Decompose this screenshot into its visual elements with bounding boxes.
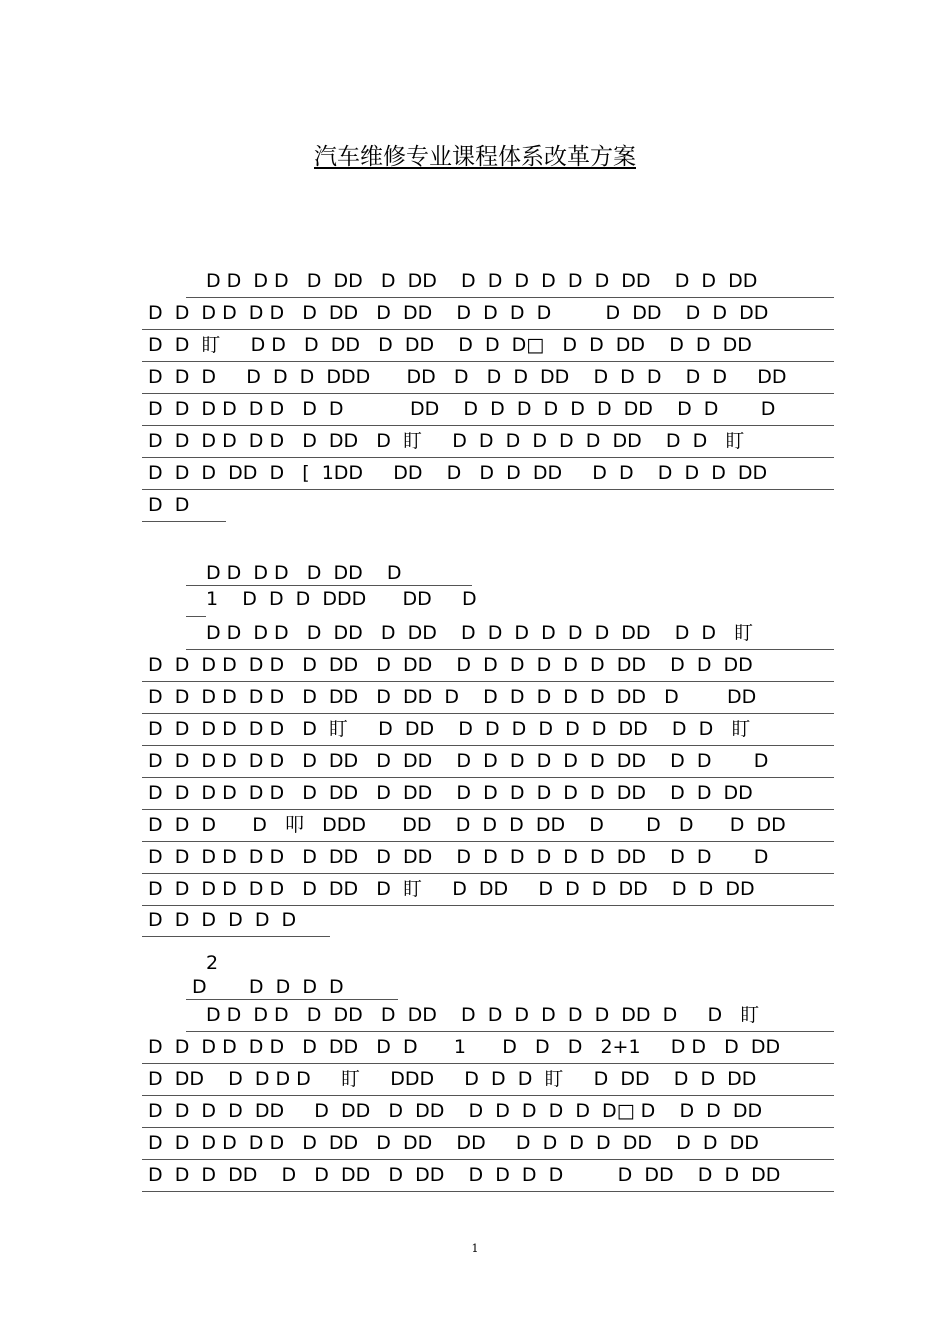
section2-line-5: D D D D D D D DD D DD D D D D D D DD D D D (142, 746, 834, 778)
section2-line-6: D D D D D D D DD D DD D D D D D D DD D D DD (142, 778, 834, 810)
section2-line-1: D D D D D DD D DD D D D D D D DD D D 盯 (186, 618, 834, 650)
section2-line-3: D D D D D D D DD D DD D D D D D D DD D DD (142, 682, 834, 714)
section3-line-5: D D D D D D D DD D DD DD D D D D DD D D DD (142, 1128, 834, 1160)
section2-line-8: D D D D D D D DD D DD D D D D D D DD D D D (142, 842, 834, 874)
section3-line-4: D D D D DD D DD D DD D D D D D D□ D D D DD (142, 1096, 834, 1128)
section1-line-1: D D D D D DD D DD D D D D D D DD D D DD (186, 266, 834, 298)
section3-line-3: D DD D D D D 盯 DDD D D D 盯 D DD D D DD (142, 1064, 834, 1096)
section2-line-7: D D D D 叩 DDD DD D D D DD D D D D DD (142, 810, 834, 842)
section3-line-6: D D D DD D D DD D DD D D D D D DD D D DD (142, 1160, 834, 1192)
section2-heading-rule-2 (186, 616, 206, 617)
section3-heading-line1: 2 (206, 952, 219, 974)
section2-heading-rule (186, 585, 472, 586)
document-title: 汽车维修专业课程体系改革方案 (314, 144, 636, 170)
section1-line-7: D D D DD D [ 1DD DD D D D DD D D D D D DD (142, 458, 834, 490)
section2-heading-line1: D D D D D DD D (206, 562, 402, 584)
section1-line-6: D D D D D D D DD D 盯 D D D D D D DD D D 盯 (142, 426, 834, 458)
section3-line-2: D D D D D D D DD D D 1 D D D 2+1 D D D DD (142, 1032, 834, 1064)
section2-heading-line2: 1 D D D DDD DD D (206, 588, 477, 610)
page-number: 1 (471, 1242, 479, 1255)
section3-line-1: D D D D D DD D DD D D D D D D DD D D 盯 (186, 1000, 834, 1032)
section2-line-2: D D D D D D D DD D DD D D D D D D DD D D DD (142, 650, 834, 682)
section1-line-2: D D D D D D D DD D DD D D D D D DD D D DD (142, 298, 834, 330)
section1-line-5: D D D D D D D D DD D D D D D D DD D D D (142, 394, 834, 426)
section2-line-9: D D D D D D D DD D 盯 D DD D D D DD D D DD (142, 874, 834, 906)
section1-line-4: D D D D D D DDD DD D D D DD D D D D D DD (142, 362, 834, 394)
section2-line-4: D D D D D D D 盯 D DD D D D D D D DD D D 盯 (142, 714, 834, 746)
section3-heading-line2: D D D D D (192, 976, 344, 998)
section2-tail: D D D D D D (142, 905, 330, 937)
section1-tail: D D (142, 490, 226, 522)
section1-line-3: D D 盯 D D D DD D DD D D D□ D D DD D D DD (142, 330, 834, 362)
